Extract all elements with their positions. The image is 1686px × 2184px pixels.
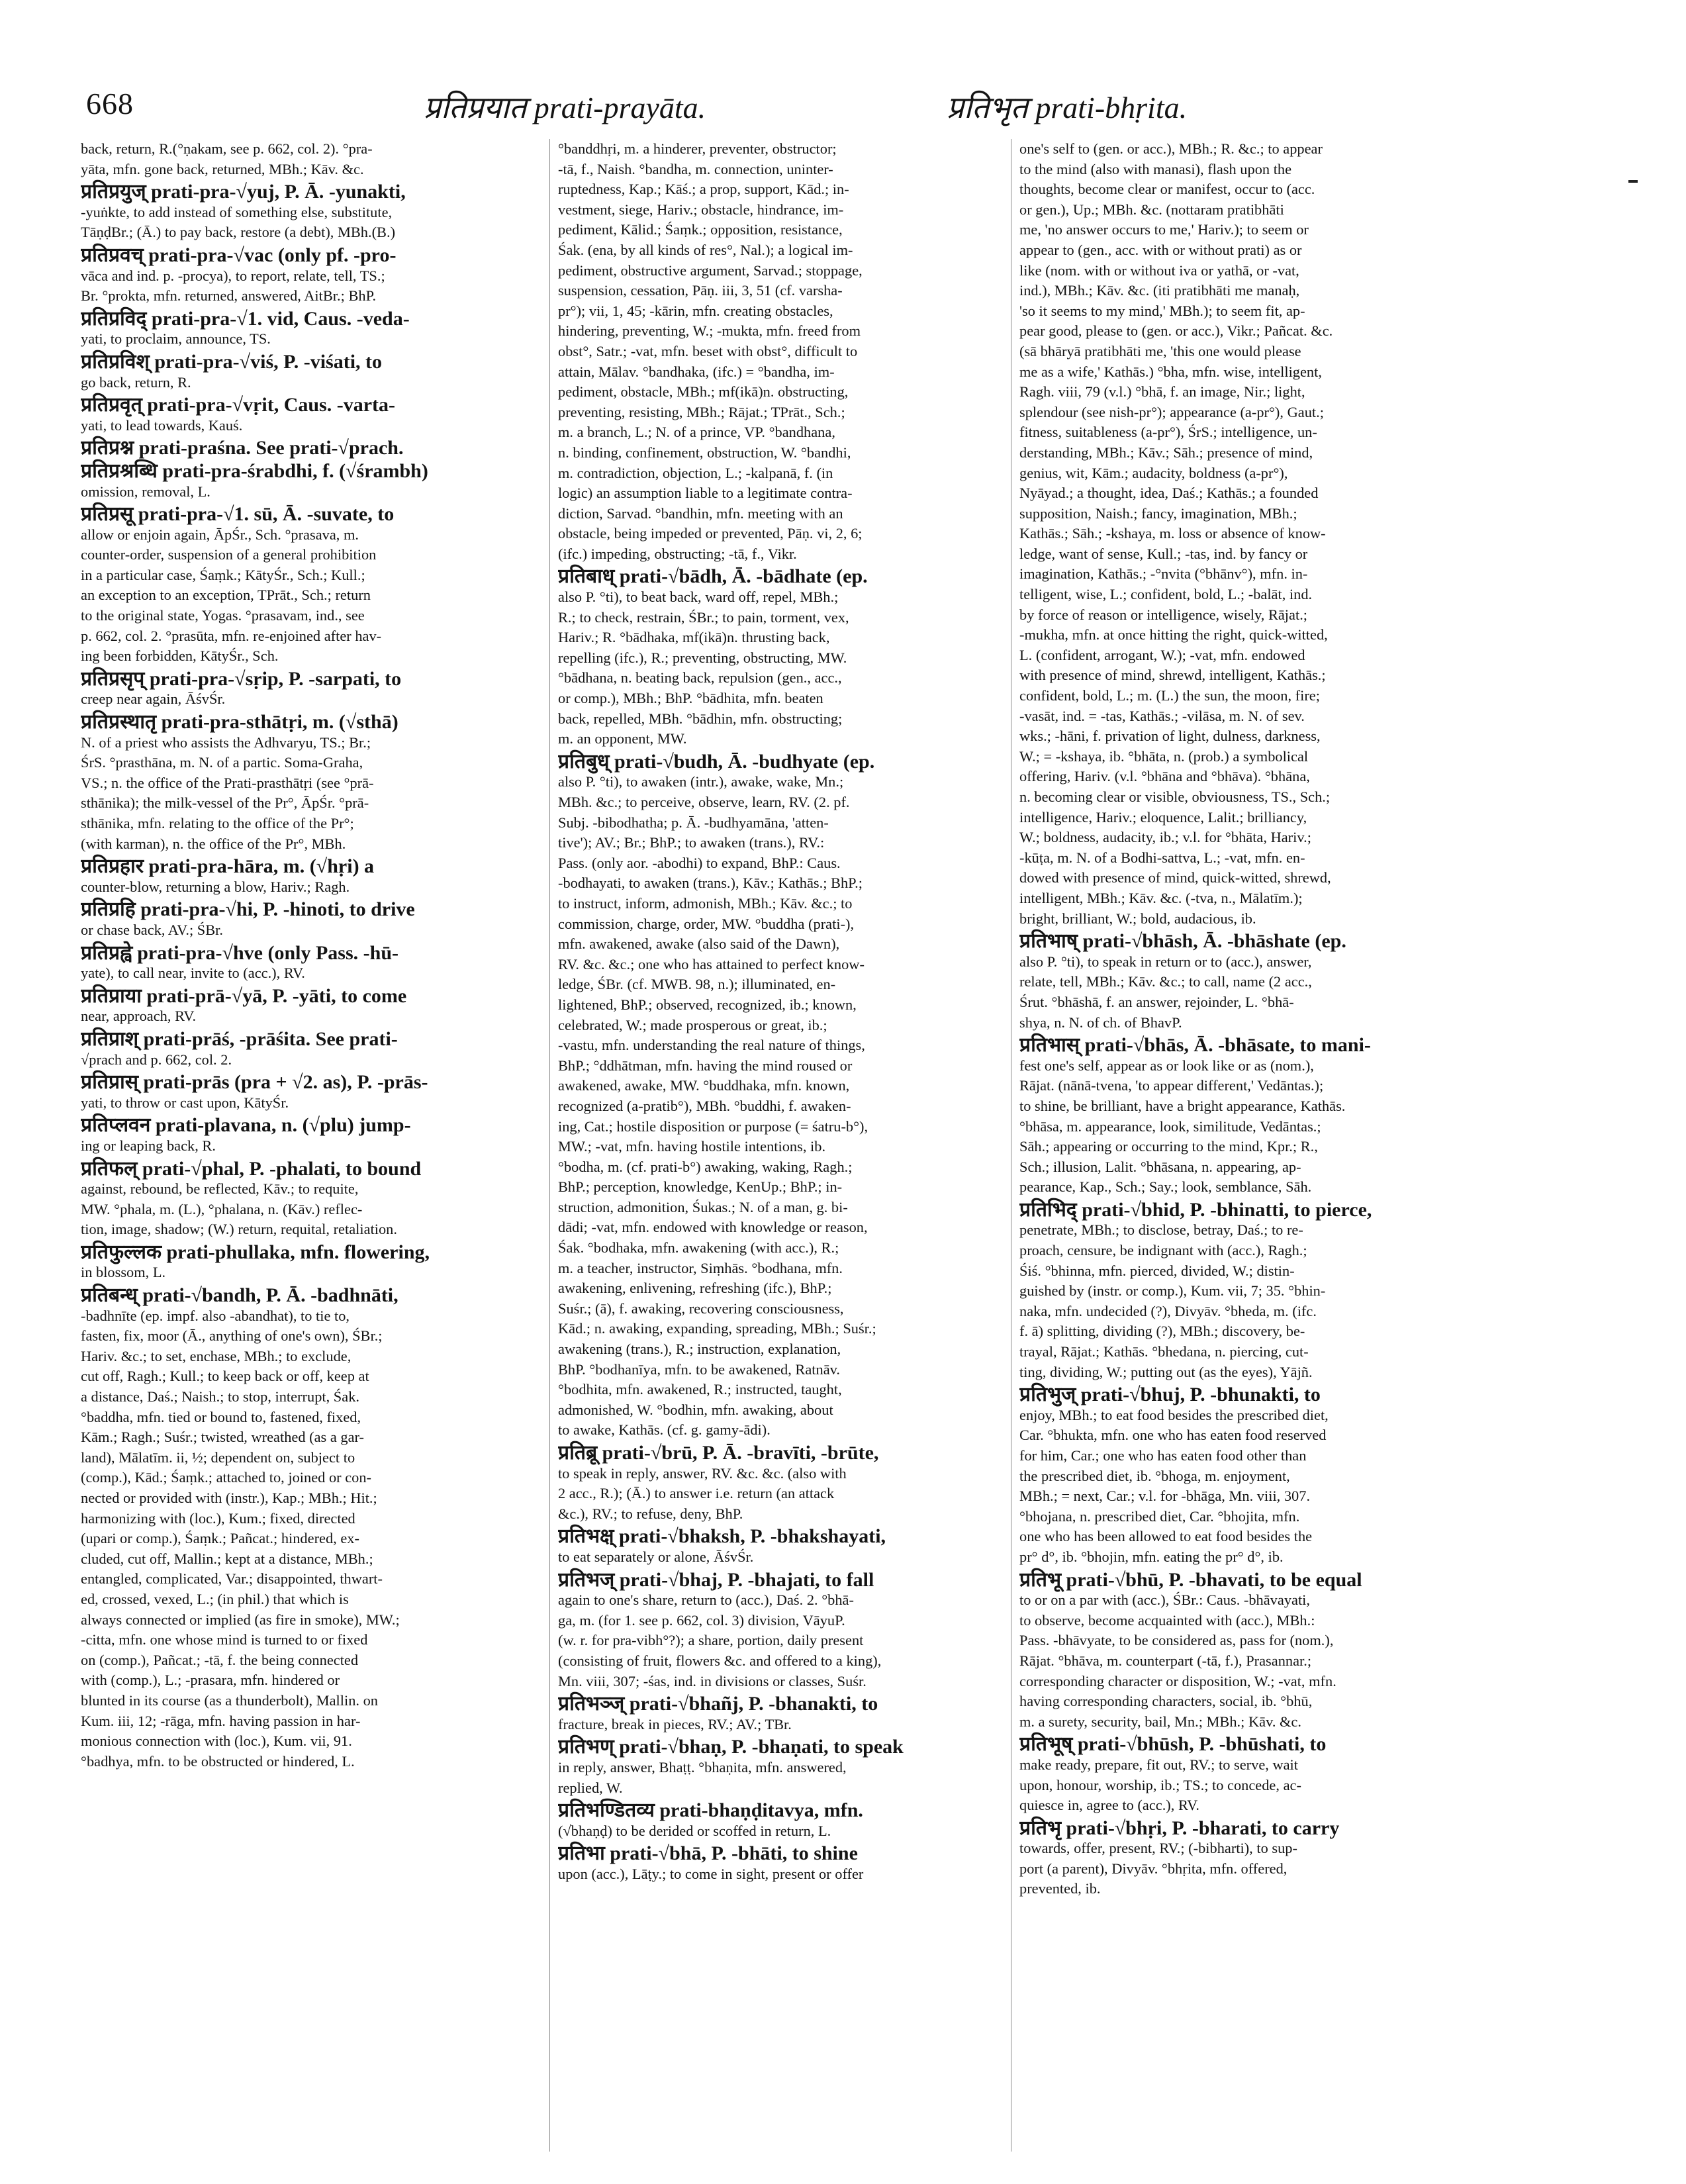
entry-line: (w. r. for pra-vibh°?); a share, portion, daily present [558, 1632, 864, 1649]
entry-line: celebrated, W.; made prosperous or great, ib.; [558, 1016, 827, 1033]
entry-headword: प्रतिफल् prati-√phal, P. -phalati, to bound [81, 1157, 422, 1180]
entry-line: sthānika); the milk-vessel of the Pr°, ĀpŚr. °prā- [81, 794, 369, 812]
entry-line: suspension, cessation, Pāṇ. iii, 3, 51 (cf. varsha- [558, 282, 843, 299]
entry-headword: प्रतिबाध् prati-√bādh, Ā. -bādhate (ep. [558, 565, 868, 588]
entry-line: nected or provided with (instr.), Kap.; MBh.; Hit.; [81, 1490, 377, 1506]
entry-line: obst°, Satr.; -vat, mfn. beset with obst°, difficult to [558, 342, 858, 359]
entry-line: n. becoming clear or visible, obviousness, TS., Sch.; [1019, 788, 1331, 805]
entry-line: near, approach, RV. [81, 1008, 197, 1025]
entry-line: attain, Mālav. °bandhaka, (ifc.) = °bandha, im- [558, 363, 835, 380]
entry-line: one who has been allowed to eat food besides the [1019, 1528, 1313, 1545]
entry-line: diction, Sarvad. °bandhin, mfn. meeting with an [558, 504, 843, 522]
entry-line: me, 'no answer occurs to me,' Hariv.); to seem or [1019, 221, 1309, 238]
entry-line: a distance, Daś.; Naish.; to stop, interrupt, Śak. [81, 1388, 359, 1405]
entry-line: &c.), RV.; to refuse, deny, BhP. [558, 1505, 743, 1522]
entry-line: make ready, prepare, fit out, RV.; to serve, wait [1019, 1756, 1299, 1773]
entry-line: pearance, Kap., Sch.; Say.; look, semblance, Sāh. [1019, 1178, 1312, 1196]
entry-line: upon (acc.), Lāṭy.; to come in sight, present or offer [558, 1865, 864, 1882]
entry-line: Śak. (ena, by all kinds of res°, Nal.); a logical im- [558, 241, 853, 258]
entry-line: yati, to throw or cast upon, KātyŚr. [81, 1094, 289, 1111]
entry-line: °baddha, mfn. tied or bound to, fastened, fixed, [81, 1408, 361, 1425]
entry-line: upon, honour, worship, ib.; TS.; to concede, ac- [1019, 1776, 1301, 1793]
entry-line: BhP.; °ddhātman, mfn. having the mind roused or [558, 1057, 853, 1074]
entry-line: intelligence, Hariv.; eloquence, Lalit.; brilliancy, [1019, 808, 1307, 826]
entry-headword: प्रतिप्रविद् prati-pra-√1. vid, Caus. -veda- [81, 307, 410, 330]
entry-line: trayal, Rājat.; Kathās. °bhedana, n. piercing, cut- [1019, 1343, 1309, 1360]
entry-line: ed, crossed, vexed, L.; (in phil.) that which is [81, 1590, 349, 1607]
entry-line: dowed with presence of mind, quick-witted, shrewd, [1019, 869, 1331, 886]
entry-headword: प्रतिभञ्ज् prati-√bhañj, P. -bhanakti, to [558, 1693, 878, 1715]
entry-line: (sā bhāryā pratibhāti me, 'this one would please [1019, 342, 1301, 359]
entry-line: Br. °prokta, mfn. returned, answered, AitBr.; BhP. [81, 287, 377, 305]
entry-line: Pass. -bhāvyate, to be considered as, pass for (nom.), [1019, 1632, 1334, 1649]
entry-line: dādi; -vat, mfn. endowed with knowledge or reason, [558, 1219, 868, 1236]
entry-headword: प्रतिभण्डितव्य prati-bhaṇḍitavya, mfn. [558, 1799, 863, 1822]
entry-line: recognized (a-pratib°), MBh. °buddhi, f. awaken- [558, 1097, 851, 1114]
entry-line: cut off, Ragh.; Kull.; to keep back or off, keep at [81, 1368, 369, 1385]
entry-line: yate), to call near, invite to (acc.), RV. [81, 965, 305, 982]
entry-line: °bhojana, n. prescribed diet, Car. °bhojita, mfn. [1019, 1507, 1300, 1525]
entry-line: m. an opponent, MW. [558, 730, 687, 747]
entry-line: pr°); vii, 1, 45; -kārin, mfn. creating obstacles, [558, 302, 833, 319]
entry-line: having corresponding characters, social, ib. °bhū, [1019, 1693, 1313, 1710]
entry-line: Pass. (only aor. -abodhi) to expand, BhP.: Caus. [558, 854, 841, 871]
entry-line: struction, admonition, Śukas.; N. of a man, g. bi- [558, 1198, 848, 1215]
entry-line: pediment, obstructive argument, Sarvad.; stoppage, [558, 261, 863, 279]
entry-line: RV. &c. &c.; one who has attained to perfect know- [558, 955, 865, 973]
entry-line: BhP. °bodhanīya, mfn. to be awakened, Ratnāv. [558, 1360, 840, 1378]
entry-line: Kād.; n. awaking, expanding, spreading, MBh.; Suśr.; [558, 1320, 876, 1337]
entry-line: admonished, W. °bodhin, mfn. awaking, about [558, 1401, 833, 1418]
entry-line: MW. °phala, m. (L.), °phalana, n. (Kāv.) reflec- [81, 1200, 363, 1217]
entry-line: or chase back, AV.; ŚBr. [81, 921, 223, 938]
entry-line: or comp.), MBh.; BhP. °bādhita, mfn. beaten [558, 690, 823, 707]
entry-line: -vasāt, ind. = -tas, Kathās.; -vilāsa, m. N. of sev. [1019, 707, 1305, 724]
entry-line: entangled, complicated, Var.; disappointed, thwart- [81, 1570, 383, 1588]
entry-line: Kām.; Ragh.; Suśr.; twisted, wreathed (as a gar- [81, 1429, 364, 1446]
entry-line: tion, image, shadow; (W.) return, requital, retaliation. [81, 1221, 397, 1238]
entry-line: back, repelled, MBh. °bādhin, mfn. obstructing; [558, 710, 843, 727]
entry-line: to shine, be brilliant, have a bright appearance, Kathās. [1019, 1097, 1346, 1114]
entry-line: back, return, R.(°ṇakam, see p. 662, col. 2). °pra- [81, 140, 373, 157]
entry-line: BhP.; perception, knowledge, KenUp.; BhP.; in- [558, 1178, 843, 1196]
entry-line: in a particular case, Śaṃk.; KātyŚr., Sch.; Kull.; [81, 566, 365, 583]
entry-headword: प्रतिभा prati-√bhā, P. -bhāti, to shine [558, 1842, 858, 1865]
entry-line: replied, W. [558, 1779, 623, 1796]
entry-line: land), Mālatīm. ii, ½; dependent on, subject to [81, 1448, 355, 1466]
entry-line: °banddhṛi, m. a hinderer, preventer, obstructor; [558, 140, 837, 157]
entry-line: to the original state, Yogas. °prasavam, ind., see [81, 607, 365, 624]
entry-line: °badhya, mfn. to be obstructed or hindered, L. [81, 1752, 355, 1770]
entry-line: hindering, preventing, W.; -mukta, mfn. freed from [558, 322, 861, 340]
entry-line: also P. °ti), to awaken (intr.), awake, wake, Mn.; [558, 773, 844, 790]
entry-line: -vastu, mfn. understanding the real nature of things, [558, 1037, 865, 1054]
entry-line: (√bhaṇḍ) to be derided or scoffed in return, L. [558, 1822, 831, 1839]
entry-line: Kathās.; Sāh.; -kshaya, m. loss or absence of know- [1019, 525, 1326, 542]
entry-line: prevented, ib. [1019, 1880, 1101, 1897]
entry-line: W.; boldness, audacity, ib.; v.l. for °bhāta, Hariv.; [1019, 829, 1311, 846]
entry-line: thoughts, become clear or manifest, occur to (acc. [1019, 181, 1315, 198]
entry-line: Car. °bhukta, mfn. one who has eaten food reserved [1019, 1427, 1327, 1444]
entry-line: blunted in its course (as a thunderbolt), Mallin. on [81, 1691, 378, 1709]
entry-line: intelligent, MBh.; Kāv. &c. (-tva, n., Mālatīm.); [1019, 889, 1303, 906]
entry-headword: प्रतिप्राश् prati-prāś, -prāśita. See prati- [81, 1027, 398, 1050]
entry-line: lightened, BhP.; observed, recognized, ib.; known, [558, 996, 857, 1013]
entry-line: pediment, Kālid.; Śaṃk.; opposition, resistance, [558, 221, 843, 238]
column-1 [81, 139, 544, 2158]
entry-line: -tā, f., Naish. °bandha, m. connection, uninter- [558, 160, 833, 177]
entry-line: (ifc.) impeding, obstructing; -tā, f., Vikr. [558, 545, 797, 562]
entry-headword: प्रतिप्रविश् prati-pra-√viś, P. -viśati, to [81, 350, 383, 373]
entry-line: n. binding, confinement, obstruction, W. °bandhi, [558, 444, 851, 461]
entry-line: ting, dividing, W.; putting out (as the eyes), Yājñ. [1019, 1363, 1313, 1380]
entry-headword: प्रतिभज् prati-√bhaj, P. -bhajati, to fall [558, 1568, 874, 1591]
entry-line: awakening (trans.), R.; instruction, explanation, [558, 1341, 841, 1358]
entry-headword: प्रतिप्रास् prati-prās (pra + √2. as), P. -prās- [81, 1071, 428, 1094]
entry-line: preventing, resisting, MBh.; Rājat.; TPrāt., Sch.; [558, 403, 845, 420]
entry-line: fasten, fix, moor (Ā., anything of one's own), ŚBr.; [81, 1327, 383, 1345]
entry-line: °bādhana, n. beating back, repulsion (gen., acc., [558, 669, 842, 687]
entry-line: again to one's share, return to (acc.), Daś. 2. °bhā- [558, 1591, 854, 1609]
page-number: 668 [86, 87, 134, 120]
entry-line: towards, offer, present, RV.; (-bibharti), to sup- [1019, 1840, 1297, 1857]
entry-line: one's self to (gen. or acc.), MBh.; R. &c.; to appear [1019, 140, 1323, 157]
entry-line: ŚrS. °prasthāna, m. N. of a partic. Soma-Graha, [81, 754, 363, 771]
entry-line: pr° d°, ib. °bhojin, mfn. eating the pr° d°, ib. [1019, 1548, 1284, 1565]
entry-line: also P. °ti), to speak in return or to (acc.), answer, [1019, 953, 1312, 970]
entry-line: penetrate, MBh.; to disclose, betray, Daś.; to re- [1019, 1221, 1303, 1239]
entry-line: Rājat. °bhāva, m. counterpart (-tā, f.), Prasannar.; [1019, 1652, 1312, 1669]
column-divider [549, 139, 550, 2152]
entry-line: monious connection with (loc.), Kum. vii, 91. [81, 1733, 352, 1750]
entry-line: commission, charge, order, MW. °buddha (prati-), [558, 915, 855, 932]
entry-line: to awake, Kathās. (cf. g. gamy-ādi). [558, 1421, 771, 1439]
entry-headword: प्रतिभू prati-√bhū, P. -bhavati, to be equal [1019, 1568, 1362, 1591]
entry-line: TāṇḍBr.; (Ā.) to pay back, restore (a debt), MBh.(B.) [81, 224, 396, 241]
entry-line: obstacle, being impeded or prevented, Pāṇ. vi, 2, 6; [558, 525, 863, 542]
entry-line: mfn. awakened, awake (also said of the Dawn), [558, 935, 840, 953]
entry-line: me as a wife,' Kathās.) °bha, mfn. wise, intelligent, [1019, 363, 1322, 380]
entry-line: bright, brilliant, W.; bold, audacious, ib. [1019, 910, 1256, 927]
entry-headword: प्रतिभृ prati-√bhṛi, P. -bharati, to carry [1019, 1817, 1340, 1839]
entry-line: VS.; n. the office of the Prati-prasthātṛi (see °prā- [81, 774, 374, 791]
entry-line: proach, censure, be indignant with (acc.), Ragh.; [1019, 1242, 1307, 1259]
entry-line: or gen.), Up.; MBh. &c. (nottaram pratibhāti [1019, 201, 1284, 218]
entry-line: wks.; -hāni, f. privation of light, dulness, darkness, [1019, 728, 1321, 745]
entry-line: on (comp.), Pañcat.; -tā, f. the being connected [81, 1651, 359, 1668]
entry-headword: प्रतिफुल्लक prati-phullaka, mfn. flowering, [81, 1241, 430, 1263]
entry-line: -kūṭa, m. N. of a Bodhi-sattva, L.; -vat, mfn. en- [1019, 849, 1305, 866]
entry-line: Sch.; illusion, Lalit. °bhāsana, n. appearing, ap- [1019, 1158, 1301, 1175]
running-head-left: प्रतिप्रयात prati-prayāta. [424, 91, 706, 124]
entry-line: shya, n. N. of ch. of BhavP. [1019, 1014, 1182, 1031]
entry-line: L. (confident, arrogant, W.); -vat, mfn. endowed [1019, 646, 1305, 663]
entry-headword: प्रतिप्रसृप् prati-pra-√sṛip, P. -sarpati, to [81, 667, 402, 690]
entry-line: creep near again, ĀśvŚr. [81, 690, 226, 708]
entry-headword: प्रतिभण् prati-√bhaṇ, P. -bhaṇati, to speak [558, 1736, 904, 1758]
entry-line: -yuṅkte, to add instead of something else, substitute, [81, 203, 393, 220]
entry-headword: प्रतिप्रवच् prati-pra-√vac (only pf. -pro- [81, 244, 397, 266]
entry-line: in reply, answer, Bhaṭṭ. °bhaṇita, mfn. answered, [558, 1758, 847, 1776]
entry-line: -bodhayati, to awaken (trans.), Kāv.; Kathās.; BhP.; [558, 875, 863, 892]
entry-headword: प्रतिभास् prati-√bhās, Ā. -bhāsate, to mani- [1019, 1034, 1371, 1057]
entry-line: derstanding, MBh.; Kāv.; Sāh.; presence of mind, [1019, 444, 1313, 461]
entry-line: cluded, cut off, Mallin.; kept at a distance, MBh.; [81, 1550, 373, 1567]
entry-line: MW.; -vat, mfn. having hostile intentions, ib. [558, 1138, 826, 1155]
entry-line: (with karman), n. the office of the Pr°, MBh. [81, 835, 346, 852]
entry-line: p. 662, col. 2. °prasūta, mfn. re-enjoined after hav- [81, 627, 382, 644]
entry-line: Kum. iii, 12; -rāga, mfn. having passion in har- [81, 1712, 361, 1729]
entry-line: go back, return, R. [81, 373, 191, 391]
entry-line: awakening, enlivening, refreshing (ifc.), BhP.; [558, 1280, 832, 1297]
entry-line: Śak. °bodhaka, mfn. awakening (with acc.), R.; [558, 1239, 839, 1257]
entry-line: against, rebound, be reflected, Kāv.; to requite, [81, 1180, 359, 1198]
entry-headword: प्रतिबन्ध् prati-√bandh, P. Ā. -badhnāti, [81, 1284, 398, 1307]
entry-line: genius, wit, Kām.; audacity, boldness (a-pr°), [1019, 464, 1288, 481]
entry-headword: प्रतिप्रहि prati-pra-√hi, P. -hinoti, to drive [81, 898, 415, 921]
entry-line: ga, m. (for 1. see p. 662, col. 3) division, VāyuP. [558, 1611, 845, 1629]
entry-line: Rājat. (nānā-tvena, 'to appear different,' Vedāntas.); [1019, 1077, 1324, 1094]
entry-line: relate, tell, MBh.; Kāv. &c.; to call, name (2 acc., [1019, 973, 1312, 990]
entry-headword: प्रतिब्रू prati-√brū, P. Ā. -bravīti, -brūte, [558, 1442, 879, 1464]
entry-line: port (a parent), Divyāv. °bhṛita, mfn. offered, [1019, 1860, 1288, 1877]
entry-line: °bodhita, mfn. awakened, R.; instructed, taught, [558, 1381, 842, 1398]
entry-line: ledge, ŚBr. (cf. MWB. 98, n.); illuminated, en- [558, 976, 836, 993]
entry-line: Hariv. &c.; to set, enchase, MBh.; to exclude, [81, 1347, 351, 1364]
entry-line: Sāh.; appearing or occurring to the mind, Kpr.; R., [1019, 1138, 1318, 1155]
entry-line: m. a branch, L.; N. of a prince, VP. °bandhana, [558, 424, 835, 441]
entry-line: imagination, Kathās.; -°nvita (°bhānv°), mfn. in- [1019, 565, 1308, 583]
entry-line: tive'); AV.; Br.; BhP.; to awaken (trans.), RV.: [558, 834, 825, 851]
entry-headword: प्रतिभुज् prati-√bhuj, P. -bhunakti, to [1019, 1384, 1321, 1406]
entry-line: Suśr.; (ā), f. awaking, recovering consciousness, [558, 1300, 844, 1317]
running-head-right: प्रतिभृत prati-bhṛita. [947, 91, 1188, 124]
entry-line: R.; to check, restrain, ŚBr.; to pain, torment, vex, [558, 608, 849, 626]
entry-line: MBh. &c.; to perceive, observe, learn, RV. (2. pf. [558, 794, 850, 810]
entry-line: guished by (instr. or comp.), Kum. vii, 7; 35. °bhin- [1019, 1282, 1326, 1300]
entry-line: Hariv.; R. °bādhaka, mf(ikā)n. thrusting back, [558, 629, 830, 646]
entry-headword: प्रतिप्रस्थातृ prati-pra-sthātṛi, m. (√sthā) [81, 711, 398, 734]
entry-line: sthānika, mfn. relating to the office of the Pr°; [81, 815, 354, 831]
entry-line: also P. °ti), to beat back, ward off, repel, MBh.; [558, 589, 839, 606]
entry-line: ing, Cat.; hostile disposition or purpose (= śatru-b°), [558, 1117, 868, 1135]
entry-line: (comp.), Kād.; Śaṃk.; attached to, joined or con- [81, 1469, 371, 1486]
entry-line: corresponding character or disposition, W.; -vat, mfn. [1019, 1672, 1336, 1689]
entry-line: to eat separately or alone, ĀśvŚr. [558, 1548, 754, 1565]
entry-line: repelling (ifc.), R.; preventing, obstructing, MW. [558, 649, 847, 666]
entry-line: -badhnīte (ep. impf. also -abandhat), to tie to, [81, 1307, 350, 1324]
entry-line: to speak in reply, answer, RV. &c. &c. (also with [558, 1464, 847, 1482]
entry-line: omission, removal, L. [81, 483, 211, 500]
entry-line: harmonizing with (loc.), Kum.; fixed, directed [81, 1509, 355, 1527]
entry-line: to the mind (also with manasi), flash upon the [1019, 160, 1292, 177]
margin-mark [1628, 180, 1638, 183]
entry-line: vestment, siege, Hariv.; obstacle, hindrance, im- [558, 201, 844, 218]
entry-line: °bodha, m. (cf. prati-b°) awaking, waking, Ragh.; [558, 1158, 853, 1175]
entry-line: 'so it seems to my mind,' MBh.); to seem fit, ap- [1019, 302, 1305, 319]
entry-line: °bhāsa, m. appearance, look, similitude, Vedāntas.; [1019, 1117, 1321, 1135]
entry-line: f. ā) splitting, dividing (?), MBh.; discovery, be- [1019, 1323, 1305, 1340]
entry-line: ruptedness, Kap.; Kāś.; a prop, support, Kād.; in- [558, 181, 849, 198]
entry-headword: प्रतिप्रह्वे prati-pra-√hve (only Pass. -hū- [81, 941, 399, 964]
entry-line: with presence of mind, shrewd, intelligent, Kathās.; [1019, 667, 1326, 684]
entry-line: Mn. viii, 307; -śas, ind. in divisions or classes, Suśr. [558, 1672, 866, 1689]
entry-headword: प्रतिप्रयुज् prati-pra-√yuj, P. Ā. -yunakti, [81, 181, 406, 203]
entry-line: ledge, want of sense, Kull.; -tas, ind. by fancy or [1019, 545, 1308, 562]
column-2 [558, 139, 1021, 2158]
entry-line: ing or leaping back, R. [81, 1137, 216, 1154]
entry-line: m. contradiction, objection, L.; -kalpanā, f. (in [558, 464, 833, 481]
entry-headword: प्रतिप्रश्न prati-praśna. See prati-√prach. [81, 437, 404, 459]
entry-line: yati, to lead towards, Kauś. [81, 416, 243, 434]
entry-line: Nyāyad.; a thought, idea, Daś.; Kathās.; a founded [1019, 485, 1319, 502]
entry-line: an exception to an exception, TPrāt., Sch.; return [81, 587, 371, 604]
entry-line: the prescribed diet, ib. °bhoga, m. enjoyment, [1019, 1467, 1290, 1484]
entry-line: logic) an assumption liable to a legitimate contra- [558, 485, 853, 502]
entry-line: counter-blow, returning a blow, Hariv.; Ragh. [81, 878, 350, 895]
entry-line: m. a surety, security, bail, Mn.; MBh.; Kāv. &c. [1019, 1713, 1301, 1730]
entry-line: with (comp.), L.; -prasara, mfn. hindered or [81, 1672, 340, 1689]
entry-line: counter-order, suspension of a general prohibition [81, 546, 377, 563]
entry-line: N. of a priest who assists the Adhvaryu, TS.; Br.; [81, 734, 371, 751]
entry-line: fracture, break in pieces, RV.; AV.; TBr. [558, 1715, 792, 1733]
entry-line: Ragh. viii, 79 (v.l.) °bhā, f. an image, Nir.; light, [1019, 383, 1305, 401]
entry-line: (consisting of fruit, flowers &c. and offered to a king), [558, 1652, 882, 1669]
entry-line: vāca and ind. p. -procya), to report, relate, tell, TS.; [81, 267, 385, 284]
entry-line: confident, bold, L.; m. (L.) the sun, the moon, fire; [1019, 687, 1320, 704]
page-header [86, 86, 1542, 132]
entry-line: appear to (gen., acc. with or without prati) as or [1019, 241, 1302, 258]
entry-line: yāta, mfn. gone back, returned, MBh.; Kāv. &c. [81, 160, 364, 177]
entry-line: pear good, please to (gen. or acc.), Vikr.; Pañcat. &c. [1019, 322, 1333, 340]
entry-headword: प्रतिप्रसू prati-pra-√1. sū, Ā. -suvate, to [81, 503, 395, 526]
entry-line: in blossom, L. [81, 1264, 166, 1281]
entry-line: ind.), MBh.; Kāv. &c. (iti pratibhāti me manaḥ, [1019, 282, 1300, 299]
entry-headword: प्रतिप्लवन prati-plavana, n. (√plu) jump- [81, 1114, 411, 1137]
entry-line: quiesce in, agree to (acc.), RV. [1019, 1797, 1199, 1814]
entry-line: ing been forbidden, KātyŚr., Sch. [81, 647, 279, 665]
entry-line: 2 acc., R.); (Ā.) to answer i.e. return (an attack [558, 1485, 835, 1502]
entry-line: telligent, wise, L.; confident, bold, L.; -balāt, ind. [1019, 586, 1313, 603]
entry-headword: प्रतिभिद् prati-√bhid, P. -bhinatti, to pierce, [1019, 1198, 1372, 1221]
entry-line: splendour (see nish-pr°); appearance (a-pr°), Gaut.; [1019, 403, 1324, 420]
entry-line: MBh.; = next, Car.; v.l. for -bhāga, Mn. viii, 307. [1019, 1488, 1311, 1505]
entry-line: to or on a par with (acc.), ŚBr.: Caus. -bhāvayati, [1019, 1591, 1310, 1609]
entry-line: Śiś. °bhinna, mfn. pierced, divided, W.; distin- [1019, 1262, 1295, 1279]
entry-line: by force of reason or intelligence, wisely, Rājat.; [1019, 606, 1308, 623]
entry-line: pediment, obstacle, MBh.; mf(ikā)n. obstructing, [558, 383, 849, 401]
entry-line: W.; = -kshaya, ib. °bhāta, n. (prob.) a symbolical [1019, 747, 1309, 765]
entry-line: √prach and p. 662, col. 2. [81, 1051, 232, 1068]
entry-line: offering, Hariv. (v.l. °bhāna and °bhāva). °bhāna, [1019, 768, 1310, 785]
entry-headword: प्रतिभक्ष् prati-√bhaksh, P. -bhakshayati, [558, 1525, 886, 1548]
entry-headword: प्रतिप्रवृत् prati-pra-√vṛit, Caus. -varta- [81, 394, 396, 416]
entry-line: fitness, suitableness (a-pr°), ŚrS.; intelligence, un- [1019, 424, 1317, 441]
entry-headword: प्रतिभाष् prati-√bhāsh, Ā. -bhāshate (ep. [1019, 930, 1346, 953]
entry-line: yati, to proclaim, announce, TS. [81, 330, 271, 348]
entry-line: -mukha, mfn. at once hitting the right, quick-witted, [1019, 626, 1328, 643]
entry-line: m. a teacher, instructor, Siṃhās. °bodhana, mfn. [558, 1259, 843, 1276]
entry-headword: प्रतिबुध् prati-√budh, Ā. -budhyate (ep. [558, 750, 875, 773]
entry-line: enjoy, MBh.; to eat food besides the prescribed diet, [1019, 1406, 1329, 1423]
entry-line: naka, mfn. undecided (?), Divyāv. °bheda, m. (ifc. [1019, 1302, 1317, 1319]
entry-headword: प्रतिभूष् prati-√bhūsh, P. -bhūshati, to [1019, 1733, 1327, 1756]
entry-line: -citta, mfn. one whose mind is turned to or fixed [81, 1631, 368, 1648]
entry-line: awakened, awake, MW. °buddhaka, mfn. known, [558, 1077, 850, 1094]
entry-line: for him, Car.; one who has eaten food other than [1019, 1447, 1307, 1464]
column-3 [1019, 139, 1483, 2158]
entry-headword: प्रतिप्रश्रब्धि prati-pra-śrabdhi, f. (√śrambh) [81, 459, 428, 482]
entry-line: fest one's self, appear as or look like or as (nom.), [1019, 1057, 1314, 1074]
entry-line: like (nom. with or without iva or yathā, or -vat, [1019, 261, 1299, 279]
entry-line: Subj. -bibodhatha; p. Ā. -budhyamāna, 'atten- [558, 814, 829, 831]
entry-line: always connected or implied (as fire in smoke), MW.; [81, 1611, 400, 1628]
entry-line: (upari or comp.), Śaṃk.; Pañcat.; hindered, ex- [81, 1530, 359, 1547]
entry-headword: प्रतिप्राया prati-prā-√yā, P. -yāti, to come [81, 984, 407, 1007]
entry-line: to instruct, inform, admonish, MBh.; Kāv. &c.; to [558, 894, 853, 912]
entry-line: Śrut. °bhāshā, f. an answer, rejoinder, L. °bhā- [1019, 993, 1294, 1010]
entry-headword: प्रतिप्रहार prati-pra-hāra, m. (√hṛi) a [81, 855, 375, 878]
entry-line: supposition, Naish.; fancy, imagination, MBh.; [1019, 504, 1297, 522]
entry-line: to observe, become acquainted with (acc.), MBh.: [1019, 1611, 1315, 1629]
entry-line: allow or enjoin again, ĀpŚr., Sch. °prasava, m. [81, 526, 359, 543]
